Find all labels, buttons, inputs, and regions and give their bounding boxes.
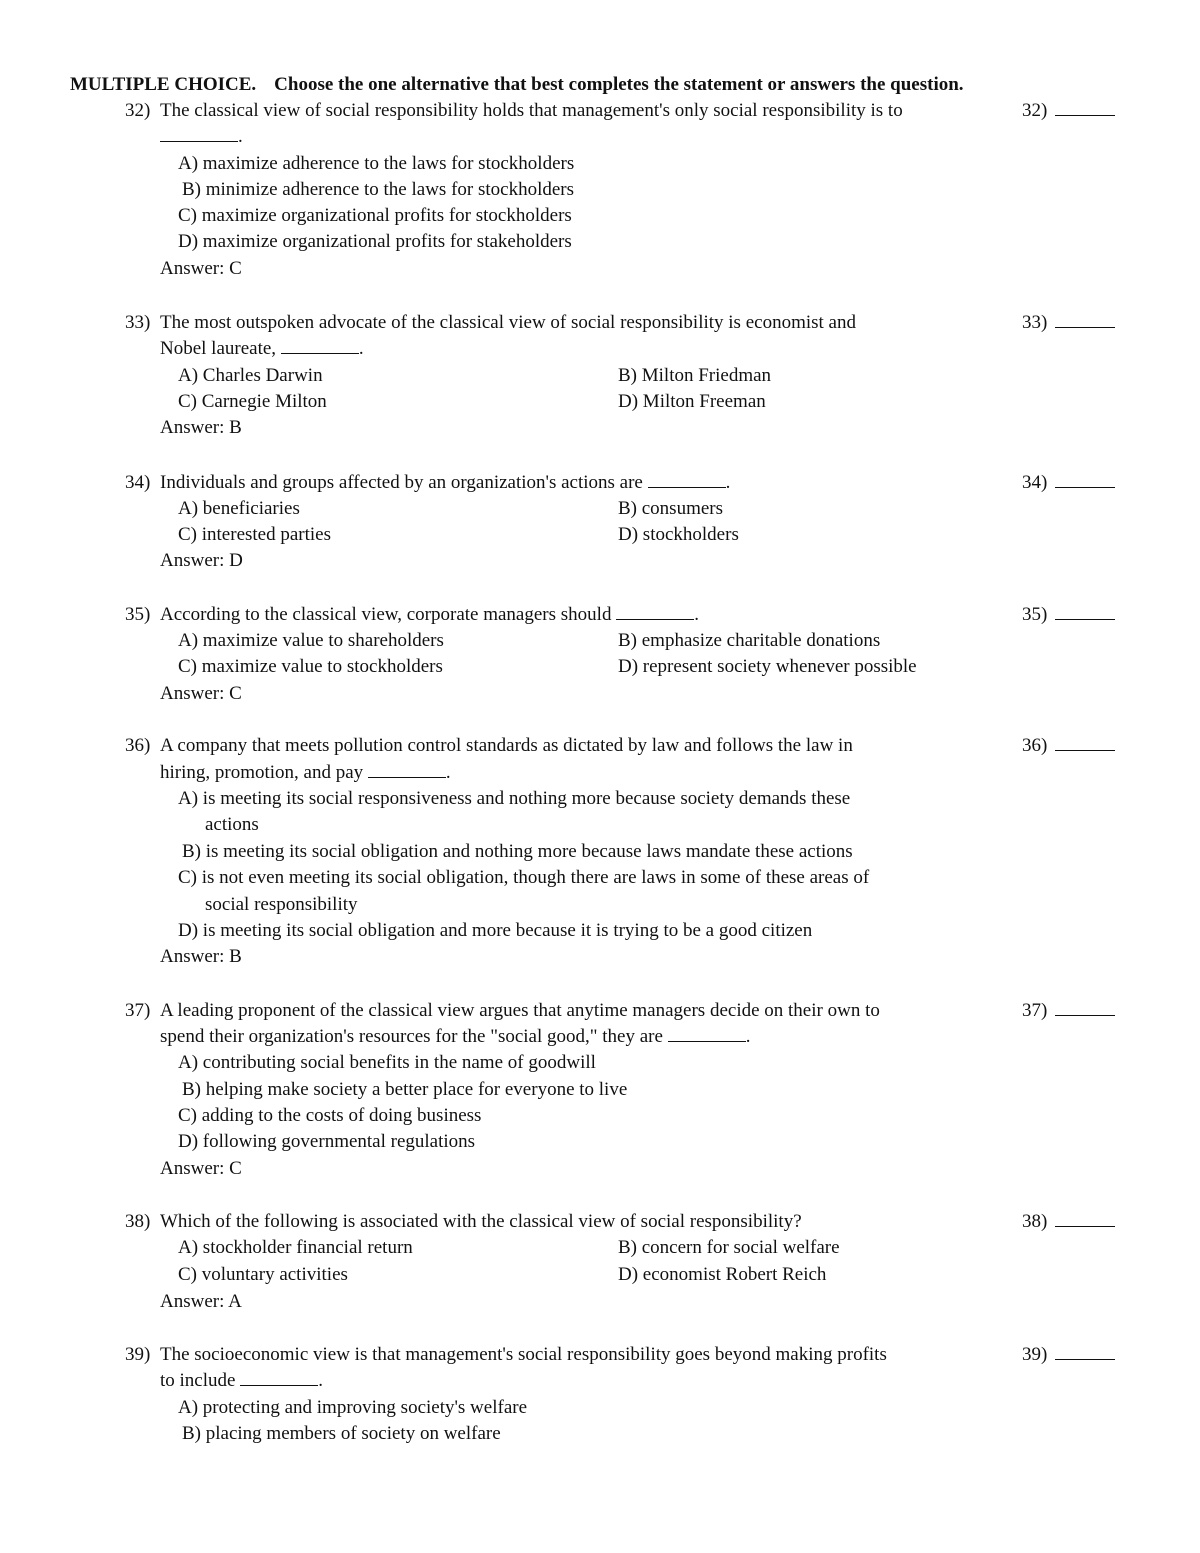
answer-blank — [1055, 603, 1115, 620]
question-number: 37) — [125, 1000, 151, 1021]
question-stem-cont: spend their organization's resources for the "social good," they are . — [160, 1026, 751, 1047]
section-header — [70, 74, 964, 96]
question-stem: The classical view of social responsibility holds that management's only social responsibility is to — [160, 100, 903, 121]
option-d: D) economist Robert Reich — [618, 1264, 827, 1285]
question-stem: Which of the following is associated with the classical view of social responsibility? — [160, 1211, 802, 1232]
header-instruction: Choose the one alternative that best completes the statement or answers the question. — [274, 74, 964, 95]
question-stem: The socioeconomic view is that management's social responsibility goes beyond making profits — [160, 1344, 887, 1365]
option-a: A) stockholder financial return — [178, 1237, 413, 1258]
question-number: 36) — [125, 735, 151, 756]
answer-blank — [1055, 99, 1115, 116]
option-a: A) maximize value to shareholders — [178, 630, 444, 651]
option-d: D) is meeting its social obligation and more because it is trying to be a good citizen — [178, 920, 813, 941]
answer-blank — [1055, 471, 1115, 488]
question-number: 33) — [125, 312, 151, 333]
option-d: D) maximize organizational profits for stakeholders — [178, 231, 572, 252]
question-stem: According to the classical view, corporate managers should . — [160, 604, 699, 625]
option-b: B) is meeting its social obligation and nothing more because laws mandate these actions — [182, 841, 853, 862]
answer-blank — [1055, 1210, 1115, 1227]
header-bold-prefix: MULTIPLE CHOICE. — [70, 74, 257, 95]
answer-key: Answer: D — [160, 550, 243, 571]
question-number: 35) — [125, 604, 151, 625]
option-b: B) minimize adherence to the laws for stockholders — [182, 179, 575, 200]
answer-slot: 38) — [1022, 1209, 1115, 1235]
answer-blank — [1055, 311, 1115, 328]
answer-blank — [1055, 734, 1115, 751]
answer-blank — [1055, 999, 1115, 1016]
option-d: D) Milton Freeman — [618, 391, 766, 412]
option-a: A) protecting and improving society's welfare — [178, 1397, 528, 1418]
answer-key: Answer: B — [160, 417, 242, 438]
answer-blank — [1055, 1343, 1115, 1360]
question-stem-cont: . — [160, 124, 243, 150]
option-b: B) emphasize charitable donations — [618, 630, 881, 651]
option-d: D) represent society whenever possible — [618, 656, 917, 677]
question-stem-cont: Nobel laureate, . — [160, 338, 364, 359]
option-a: A) contributing social benefits in the name of goodwill — [178, 1052, 596, 1073]
question-number: 38) — [125, 1211, 151, 1232]
question-stem: The most outspoken advocate of the classical view of social responsibility is economist and — [160, 312, 856, 333]
option-b: B) helping make society a better place for everyone to live — [182, 1079, 628, 1100]
option-c: C) maximize value to stockholders — [178, 656, 443, 677]
question-stem: A leading proponent of the classical view argues that anytime managers decide on their own to — [160, 1000, 880, 1021]
option-d: D) following governmental regulations — [178, 1131, 476, 1152]
question-number: 32) — [125, 100, 151, 121]
answer-key: Answer: B — [160, 946, 242, 967]
question-stem: Individuals and groups affected by an organization's actions are . — [160, 472, 731, 493]
fill-blank — [281, 337, 359, 354]
answer-key: Answer: C — [160, 1158, 242, 1179]
fill-blank — [160, 125, 238, 142]
option-a: A) beneficiaries — [178, 498, 300, 519]
option-b: B) concern for social welfare — [618, 1237, 840, 1258]
question-number: 39) — [125, 1344, 151, 1365]
fill-blank — [668, 1025, 746, 1042]
answer-slot: 33) — [1022, 310, 1115, 336]
answer-key: Answer: C — [160, 258, 242, 279]
option-b: B) Milton Friedman — [618, 365, 772, 386]
fill-blank — [648, 471, 726, 488]
question-stem-cont: to include . — [160, 1370, 323, 1391]
answer-slot: 35) — [1022, 602, 1115, 628]
answer-slot: 39) — [1022, 1342, 1115, 1368]
option-c: C) maximize organizational profits for stockholders — [178, 205, 572, 226]
answer-slot: 34) — [1022, 470, 1115, 496]
option-c: C) Carnegie Milton — [178, 391, 327, 412]
option-a: A) is meeting its social responsiveness and nothing more because society demands these — [178, 788, 851, 809]
fill-blank — [616, 603, 694, 620]
answer-slot: 36) — [1022, 733, 1115, 759]
option-a: A) maximize adherence to the laws for stockholders — [178, 153, 575, 174]
answer-key: Answer: A — [160, 1291, 242, 1312]
option-d: D) stockholders — [618, 524, 739, 545]
option-c: C) is not even meeting its social obligation, though there are laws in some of these areas of — [178, 867, 870, 888]
option-b: B) placing members of society on welfare — [182, 1423, 501, 1444]
option-b: B) consumers — [618, 498, 724, 519]
option-c: C) adding to the costs of doing business — [178, 1105, 482, 1126]
option-a-cont: actions — [205, 814, 259, 835]
option-a: A) Charles Darwin — [178, 365, 323, 386]
option-c-cont: social responsibility — [205, 894, 358, 915]
fill-blank — [240, 1369, 318, 1386]
question-stem-cont: hiring, promotion, and pay . — [160, 762, 451, 783]
option-c: C) voluntary activities — [178, 1264, 348, 1285]
question-stem: A company that meets pollution control standards as dictated by law and follows the law in — [160, 735, 853, 756]
answer-key: Answer: C — [160, 683, 242, 704]
answer-slot: 37) — [1022, 998, 1115, 1024]
answer-slot: 32) — [1022, 98, 1115, 124]
question-number: 34) — [125, 472, 151, 493]
fill-blank — [368, 761, 446, 778]
option-c: C) interested parties — [178, 524, 332, 545]
